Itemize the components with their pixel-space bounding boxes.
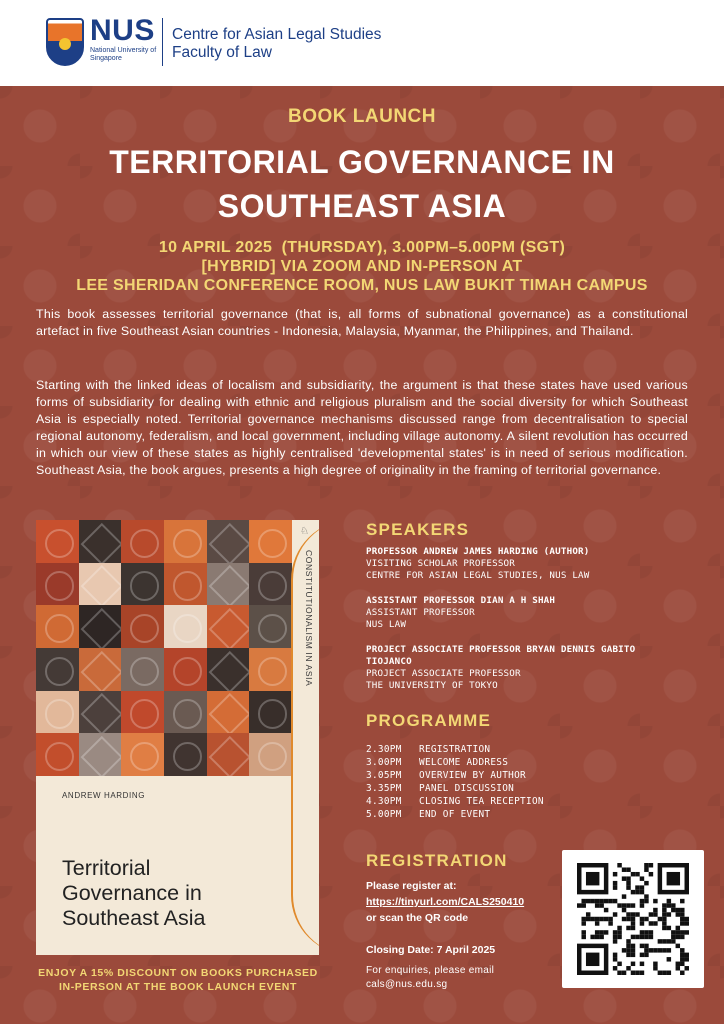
event-venue: LEE SHERIDAN CONFERENCE ROOM, NUS LAW BUKIT TIMAH CAMPUS — [76, 277, 648, 294]
book-cover-tile — [79, 733, 122, 776]
programme-time: 4.30PM — [366, 796, 402, 807]
book-cover-tile — [207, 733, 250, 776]
book-cover-tile — [121, 691, 164, 734]
speaker-3-name-line2: TIOJANCO — [366, 656, 412, 667]
book-cover-tile — [36, 605, 79, 648]
programme-time: 3.35PM — [366, 783, 402, 794]
programme-event: PANEL DISCUSSION — [419, 783, 515, 794]
registration-prompt: Please register at: — [366, 880, 457, 892]
speaker-3-name-line1: PROJECT ASSOCIATE PROFESSOR BRYAN DENNIS GABITO — [366, 644, 636, 655]
event-datetime: 10 APRIL 2025 (THURSDAY), 3.00PM–5.00PM (SGT) — [158, 239, 566, 256]
book-cover-tile — [121, 733, 164, 776]
book-cover-tile — [79, 648, 122, 691]
programme-event: END OF EVENT — [419, 809, 491, 820]
speakers-heading: SPEAKERS — [366, 520, 470, 539]
speaker-2-role: ASSISTANT PROFESSOR — [366, 607, 475, 618]
speaker-2-name: ASSISTANT PROFESSOR DIAN A H SHAH — [366, 595, 556, 606]
book-title-line1: Territorial — [62, 856, 151, 880]
enquiries-text: For enquiries, please email — [366, 965, 495, 976]
event-title — [40, 140, 684, 228]
book-cover-tile — [36, 520, 79, 563]
publisher-logo-icon: ♘ — [300, 526, 309, 537]
enquiries-email[interactable]: cals@nus.edu.sg — [366, 979, 448, 990]
programme-event: REGISTRATION — [419, 744, 491, 755]
programme-event: OVERVIEW BY AUTHOR — [419, 770, 526, 781]
book-cover-tile — [164, 563, 207, 606]
nus-crest-icon — [46, 18, 84, 66]
speaker-3-org: THE UNIVERSITY OF TOKYO — [366, 680, 498, 691]
book-cover-tile — [164, 733, 207, 776]
programme-event: CLOSING TEA RECEPTION — [419, 796, 544, 807]
book-cover-tile — [164, 691, 207, 734]
book-cover-tile — [164, 648, 207, 691]
description-paragraph-2: Starting with the linked ideas of localism and subsidiarity, the argument is that these states have used various forms of subsidiarity for dealing with ethnic and religious pluralism and the social diversity for which Southeast Asia is especially noted. Territorial governance mechanisms discussed range from decentralisation to special regional autonomy, federalism, and local government, including village autonomy. A silent revolution has occurred in which our view of these states as highly centralised 'developmental states' is in need of serious modification. Southeast Asia, the book argues, presents a high degree of originality in the framing of territorial governance. — [36, 378, 688, 477]
book-cover-tiles — [36, 520, 292, 776]
book-cover-tile — [249, 691, 292, 734]
registration-qr-code[interactable] — [562, 850, 704, 988]
book-title-line2: Governance in — [62, 881, 202, 905]
speaker-1-name: PROFESSOR ANDREW JAMES HARDING (AUTHOR) — [366, 546, 590, 557]
registration-closing-date: Closing Date: 7 April 2025 — [366, 944, 496, 956]
book-title-line3: Southeast Asia — [62, 906, 206, 930]
logo-divider — [162, 18, 163, 66]
registration-qr-prompt: or scan the QR code — [366, 912, 469, 924]
book-cover-tile — [249, 733, 292, 776]
book-cover-tile — [79, 520, 122, 563]
registration-heading: REGISTRATION — [366, 851, 508, 870]
programme-event: WELCOME ADDRESS — [419, 757, 509, 768]
book-cover-tile — [249, 605, 292, 648]
registration-link[interactable]: https://tinyurl.com/CALS250410 — [366, 896, 525, 908]
book-cover-tile — [121, 605, 164, 648]
book-cover-tile — [121, 520, 164, 563]
centre-name — [172, 26, 381, 62]
book-cover-tile — [249, 520, 292, 563]
book-cover-tile — [207, 563, 250, 606]
book-cover-tile — [249, 648, 292, 691]
discount-notice — [26, 966, 330, 994]
description-paragraph-1: This book assesses territorial governance (that is, all forms of subnational governance) as a constitutional artefact in five Southeast Asian countries - Indonesia, Malaysia, Myanmar, the Philippines, and Thailand. — [36, 307, 688, 338]
event-mode: [HYBRID] VIA ZOOM AND IN-PERSON AT — [201, 258, 523, 275]
book-cover — [36, 520, 319, 955]
event-title-line1: TERRITORIAL GOVERNANCE IN — [109, 144, 615, 180]
event-kicker: BOOK LAUNCH — [288, 106, 436, 127]
qr-code-icon — [577, 863, 689, 975]
book-cover-tile — [164, 605, 207, 648]
book-series-name: CONSTITUTIONALISM IN ASIA — [304, 550, 314, 687]
book-cover-tile — [207, 691, 250, 734]
book-cover-tile — [249, 563, 292, 606]
programme-time: 3.00PM — [366, 757, 402, 768]
nus-logo-subtext: National University of Singapore — [90, 47, 157, 62]
book-cover-tile — [36, 691, 79, 734]
event-title-line2: SOUTHEAST ASIA — [217, 188, 507, 224]
book-cover-tile — [79, 691, 122, 734]
header-bar — [0, 0, 724, 86]
book-cover-tile — [207, 520, 250, 563]
speaker-3-role: PROJECT ASSOCIATE PROFESSOR — [366, 668, 521, 679]
discount-line2: IN-PERSON AT THE BOOK LAUNCH EVENT — [59, 981, 297, 993]
book-author: ANDREW HARDING — [62, 791, 146, 800]
book-cover-tile — [164, 520, 207, 563]
book-cover-tile — [207, 648, 250, 691]
book-cover-tile — [207, 605, 250, 648]
programme-time: 2.30PM — [366, 744, 402, 755]
book-title — [62, 856, 292, 931]
speaker-1-org: CENTRE FOR ASIAN LEGAL STUDIES, NUS LAW — [366, 570, 590, 581]
programme-time: 5.00PM — [366, 809, 402, 820]
speaker-2-org: NUS LAW — [366, 619, 407, 630]
book-cover-tile — [36, 563, 79, 606]
book-cover-tile — [36, 733, 79, 776]
book-cover-tile — [121, 563, 164, 606]
book-cover-tile — [121, 648, 164, 691]
programme-time: 3.05PM — [366, 770, 402, 781]
book-cover-tile — [36, 648, 79, 691]
programme-heading: PROGRAMME — [366, 711, 492, 730]
book-cover-tile — [79, 605, 122, 648]
book-cover-tile — [79, 563, 122, 606]
nus-logo-text: NUS — [90, 14, 155, 47]
discount-line1: ENJOY A 15% DISCOUNT ON BOOKS PURCHASED — [38, 967, 318, 979]
centre-name-line2: Faculty of Law — [172, 44, 272, 61]
centre-name-line1: Centre for Asian Legal Studies — [172, 26, 382, 43]
speaker-1-role: VISITING SCHOLAR PROFESSOR — [366, 558, 516, 569]
